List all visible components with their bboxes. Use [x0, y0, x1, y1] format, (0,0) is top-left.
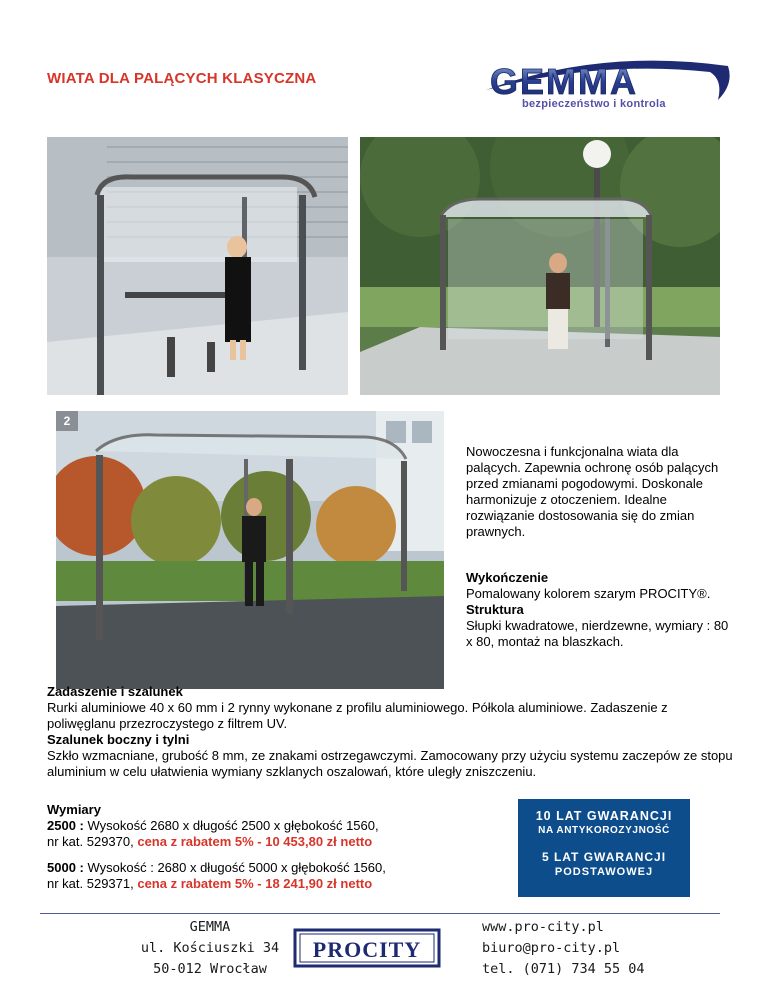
- finish-heading: Wykończenie: [466, 570, 549, 585]
- side-panel-text: Szkło wzmacniane, grubość 8 mm, ze znakami ostrzegawczymi. Zamocowany przy użyciu systemu zaczepów ze stopu aluminium w celu ułatwienia wymiany szklanych oszalowań, które uległy zniszczeniu.: [47, 748, 733, 779]
- photo-number-badge: 2: [56, 411, 78, 431]
- footer-address: [120, 917, 300, 980]
- dimension-text: Wysokość 2680 x długość 2500 x głębokość 1560,: [83, 818, 379, 833]
- page-title: WIATA DLA PALĄCYCH KLASYCZNA: [47, 70, 317, 87]
- dimension-text: Wysokość : 2680 x długość 5000 x głębokość 1560,: [83, 860, 386, 875]
- price: cena z rabatem 5% - 10 453,80 zł netto: [137, 834, 373, 849]
- warranty-line-3: 5 LAT GWARANCJI: [541, 850, 667, 864]
- warranty-line-2: NA ANTYKOROZYJNOŚĆ: [538, 825, 670, 836]
- warranty-badge: [518, 799, 690, 897]
- shelter-photo-park: [360, 137, 720, 395]
- dimension-code: 5000 :: [47, 860, 84, 875]
- footer-company: GEMMA: [189, 919, 231, 935]
- footer-contact: [482, 917, 712, 980]
- warranty-line-1: 10 LAT GWARANCJI: [535, 809, 673, 823]
- footer-email-link[interactable]: biuro@pro-city.pl: [482, 940, 621, 956]
- roof-heading: Zadaszenie i szalunek: [47, 684, 183, 699]
- svg-text:PROCITY: PROCITY: [312, 937, 422, 962]
- structure-text: Słupki kwadratowe, nierdzewne, wymiary : 80 x 80, montaż na blaszkach.: [466, 618, 729, 649]
- finish-text: Pomalowany kolorem szarym PROCITY®.: [466, 586, 711, 601]
- footer-phone: tel. (071) 734 55 04: [482, 961, 645, 977]
- product-description: Nowoczesna i funkcjonalna wiata dla palących. Zapewnia ochronę osób palących przed zmianami pogodowymi. Doskonale harmonizuje z otoczeniem. Idealne rozwiązanie dostosowania się do zmian prawnych.: [466, 444, 719, 539]
- dimension-item-5000: [47, 860, 497, 892]
- structure-heading: Struktura: [466, 602, 524, 617]
- dimensions-heading: Wymiary: [47, 802, 101, 817]
- footer-city: 50-012 Wrocław: [153, 961, 267, 977]
- side-panel-heading: Szalunek boczny i tylni: [47, 732, 190, 747]
- shelter-photo-long: [56, 411, 444, 689]
- svg-text:GEMMA: GEMMA: [490, 61, 638, 102]
- footer-website-link[interactable]: www.pro-city.pl: [482, 919, 604, 935]
- roof-text: Rurki aluminiowe 40 x 60 mm i 2 rynny wykonane z profilu aluminiowego. Półkola aluminiowe. Zadaszenie z poliwęglanu przezroczystego z filtrem UV.: [47, 700, 668, 731]
- dimension-item-2500: [47, 818, 497, 850]
- catalog-number: nr kat. 529370,: [47, 834, 138, 849]
- dimensions-section: [47, 802, 497, 892]
- warranty-line-4: PODSTAWOWEJ: [554, 866, 654, 878]
- finish-section: [466, 570, 736, 650]
- shelter-photo-building: [47, 137, 348, 395]
- footer-divider: [40, 913, 720, 914]
- price: cena z rabatem 5% - 18 241,90 zł netto: [137, 876, 373, 891]
- gemma-tagline: bezpieczeństwo i kontrola: [522, 98, 666, 110]
- footer-street: ul. Kościuszki 34: [140, 940, 280, 956]
- dimension-code: 2500 :: [47, 818, 84, 833]
- procity-logo: [292, 926, 442, 970]
- roof-section: [47, 684, 737, 780]
- catalog-number: nr kat. 529371,: [47, 876, 138, 891]
